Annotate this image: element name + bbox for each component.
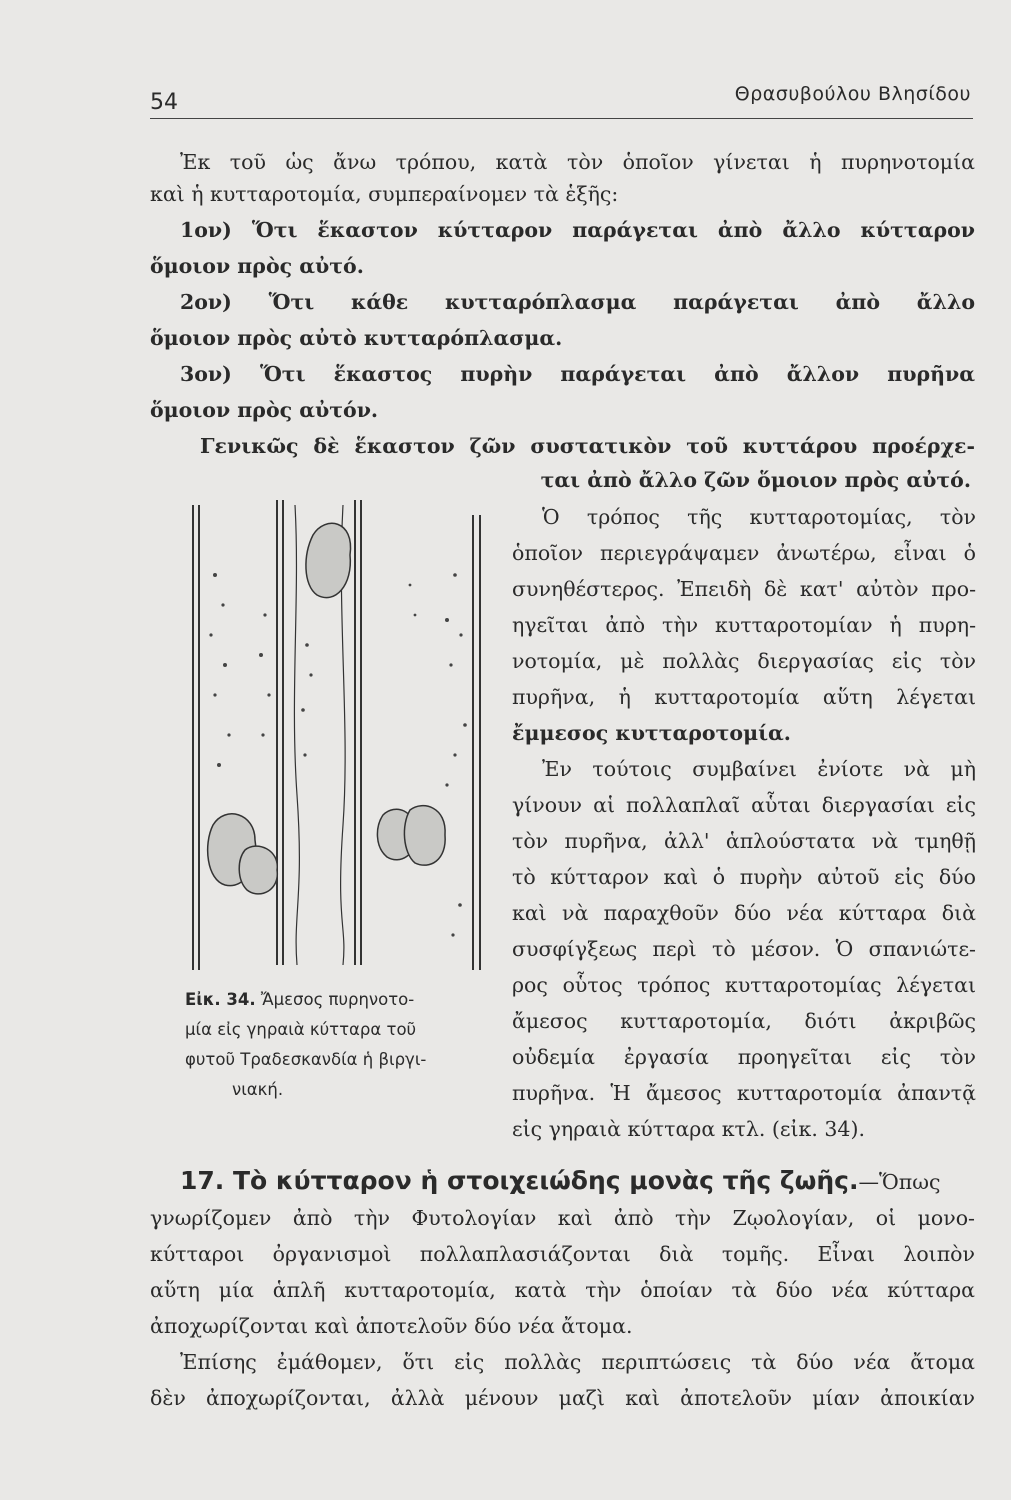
conclusion-2: 2ον) Ὅτι κάθε κυτταρόπλασμα παράγεται ἀπὸ ἄλλο: [180, 290, 975, 314]
section-title: 17. Τὸ κύτταρον ἡ στοιχειώδης μονὰς τῆς ζωῆς.: [180, 1166, 859, 1195]
column-line: ηγεῖται ἀπὸ τὴν κυτταροτομίαν ἡ πυρη-: [512, 613, 976, 637]
running-head: Θρασυβούλου Βλησίδου: [734, 83, 971, 105]
conclusion-2-cont: ὅμοιον πρὸς αὐτὸ κυτταρόπλασμα.: [150, 326, 563, 350]
section-line: κύτταροι ὀργανισμοὶ πολλαπλασιάζονται διὰ τομῆς. Εἶναι λοιπὸν: [150, 1242, 975, 1266]
figure-caption-line: φυτοῦ Τραδεσκανδία ἡ βιργι-: [185, 1050, 427, 1069]
column-line: νοτομία, μὲ πολλὰς διεργασίας εἰς τὸν: [512, 649, 976, 673]
column-line: ἄμεσος κυτταροτομία, διότι ἀκριβῶς: [512, 1009, 976, 1033]
general-statement: Γενικῶς δὲ ἕκαστον ζῶν συστατικὸν τοῦ κυττάρου προέρχε-: [200, 434, 975, 458]
figure-caption-line: μία εἰς γηραιὰ κύτταρα τοῦ: [185, 1020, 417, 1039]
column-line: συσφίγξεως περὶ τὸ μέσον. Ὁ σπανιώτε-: [512, 937, 976, 961]
column-line: συνηθέστερος. Ἐπειδὴ δὲ κατ' αὐτὸν προ-: [512, 577, 976, 601]
conclusion-3: 3ον) Ὅτι ἕκαστος πυρὴν παράγεται ἀπὸ ἄλλον πυρῆνα: [180, 362, 975, 386]
column-line: Ὁ τρόπος τῆς κυτταροτομίας, τὸν: [542, 505, 976, 529]
column-line: οὐδεμία ἐργασία προηγεῖται εἰς τὸν: [512, 1045, 976, 1069]
conclusion-3-cont: ὅμοιον πρὸς αὐτόν.: [150, 398, 379, 422]
column-line: Ἐν τούτοις συμβαίνει ἐνίοτε νὰ μὴ: [542, 757, 976, 781]
section-line: Ἐπίσης ἐμάθομεν, ὅτι εἰς πολλὰς περιπτώσεις τὰ δύο νέα ἄτομα: [180, 1350, 975, 1374]
general-statement-cont: ται ἀπὸ ἄλλο ζῶν ὅμοιον πρὸς αὐτό.: [540, 468, 971, 492]
section-line: ἀποχωρίζονται καὶ ἀποτελοῦν δύο νέα ἄτομα.: [150, 1314, 633, 1338]
column-line: πυρῆνα. Ἡ ἄμεσος κυτταροτομία ἀπαντᾷ: [512, 1081, 976, 1105]
column-line: καὶ νὰ παραχθοῦν δύο νέα κύτταρα διὰ: [512, 901, 976, 925]
section-line: γνωρίζομεν ἀπὸ τὴν Φυτολογίαν καὶ ἀπὸ τὴν Ζῳολογίαν, οἱ μονο-: [150, 1206, 975, 1230]
figure-caption-label: Εἰκ. 34.: [185, 990, 256, 1009]
conclusion-1-cont: ὅμοιον πρὸς αὐτό.: [150, 254, 364, 278]
section-line: δὲν ἀποχωρίζονται, ἀλλὰ μένουν μαζὶ καὶ ἀποτελοῦν μίαν ἀποικίαν: [150, 1386, 975, 1410]
section-title-tail: —Ὅπως: [858, 1170, 941, 1194]
figure-caption-line: νιακή.: [232, 1080, 284, 1099]
column-line: ρος οὗτος τρόπος κυτταροτομίας λέγεται: [512, 973, 976, 997]
page-number: 54: [150, 90, 178, 115]
column-line: γίνουν αἱ πολλαπλαῖ αὗται διεργασίαι εἰς: [512, 793, 976, 817]
figure-caption-first-line: [185, 990, 414, 1009]
column-line: εἰς γηραιὰ κύτταρα κτλ. (εἰκ. 34).: [512, 1117, 865, 1141]
column-line: τὸν πυρῆνα, ἀλλ' ἁπλούστατα νὰ τμηθῇ: [512, 829, 976, 853]
paragraph-line: καὶ ἡ κυτταροτομία, συμπεραίνομεν τὰ ἑξῆς:: [150, 182, 619, 206]
column-line: τὸ κύτταρον καὶ ὁ πυρὴν αὐτοῦ εἰς δύο: [512, 865, 976, 889]
cell-division-figure: [185, 495, 490, 975]
header-rule: [150, 118, 973, 119]
paragraph-line: Ἐκ τοῦ ὡς ἄνω τρόπου, κατὰ τὸν ὁποῖον γίνεται ἡ πυρηνοτομία: [180, 150, 975, 174]
conclusion-1: 1ον) Ὅτι ἕκαστον κύτταρον παράγεται ἀπὸ ἄλλο κύτταρον: [180, 218, 975, 242]
figure-caption-text: Ἄμεσος πυρηνοτο-: [260, 990, 415, 1009]
column-line: ὁποῖον περιεγράψαμεν ἀνωτέρω, εἶναι ὁ: [512, 541, 976, 565]
section-line: αὕτη μία ἁπλῆ κυτταροτομία, κατὰ τὴν ὁποίαν τὰ δύο νέα κύτταρα: [150, 1278, 975, 1302]
column-line: πυρῆνα, ἡ κυτταροτομία αὕτη λέγεται: [512, 685, 976, 709]
section-heading: [180, 1168, 940, 1193]
column-line-emphasis: ἔμμεσος κυτταροτομία.: [512, 721, 791, 745]
